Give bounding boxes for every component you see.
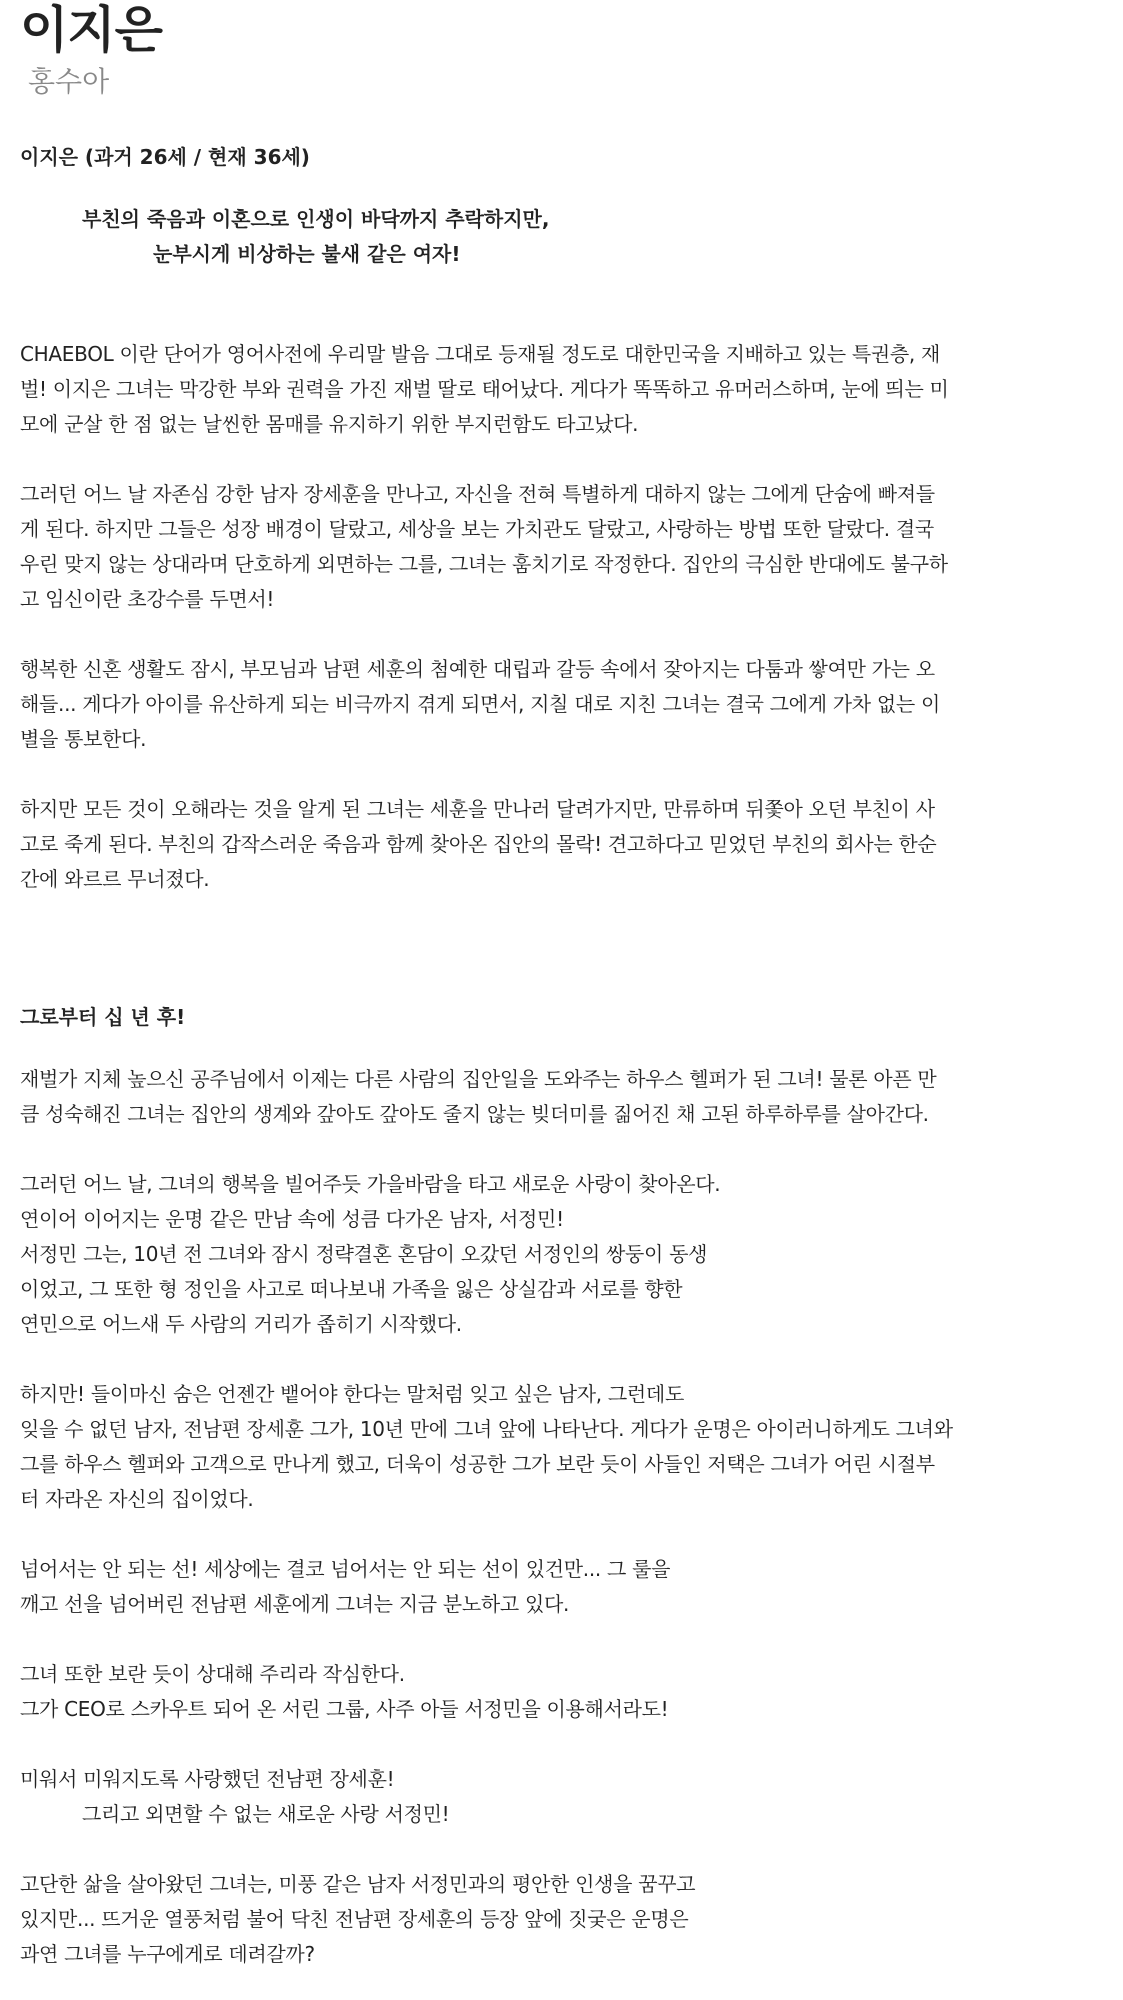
text-line: 이었고, 그 또한 형 정인을 사고로 떠나보내 가족을 잃은 상실감과 서로를 향한	[20, 1277, 683, 1301]
text-line: 그녀 또한 보란 듯이 상대해 주리라 작심한다.	[20, 1662, 405, 1686]
present-paragraph-5	[20, 1657, 1103, 1727]
past-paragraph-4	[20, 792, 1103, 897]
tagline-line-1: 부친의 죽음과 이혼으로 인생이 바닥까지 추락하지만,	[82, 207, 550, 231]
text-line: 그를 하우스 헬퍼와 고객으로 만나게 했고, 더욱이 성공한 그가 보란 듯이 사들인 저택은 그녀가 어린 시절부	[20, 1452, 935, 1476]
text-line: 있지만... 뜨거운 열풍처럼 불어 닥친 전남편 장세훈의 등장 앞에 짓궂은 운명은	[20, 1907, 689, 1931]
text-line: 그러던 어느 날 자존심 강한 남자 장세훈을 만나고, 자신을 전혀 특별하게 대하지 않는 그에게 단숨에 빠져들	[20, 482, 935, 506]
text-line: 하지만! 들이마신 숨은 언젠간 뱉어야 한다는 말처럼 잊고 싶은 남자, 그런데도	[20, 1382, 684, 1406]
present-paragraph-2	[20, 1167, 1103, 1342]
text-line: 게 된다. 하지만 그들은 성장 배경이 달랐고, 세상을 보는 가치관도 달랐고, 사랑하는 방법 또한 달랐다. 결국	[20, 517, 934, 541]
character-name-title: 이지은	[20, 1, 162, 59]
character-age-heading: 이지은 (과거 26세 / 현재 36세)	[20, 145, 310, 169]
text-line: 연민으로 어느새 두 사람의 거리가 좁히기 시작했다.	[20, 1312, 462, 1336]
text-line: 과연 그녀를 누구에게로 데려갈까?	[20, 1942, 315, 1966]
text-line: 잊을 수 없던 남자, 전남편 장세훈 그가, 10년 만에 그녀 앞에 나타난다. 게다가 운명은 아이러니하게도 그녀와	[20, 1417, 953, 1441]
text-line-indented: 그리고 외면할 수 없는 새로운 사랑 서정민!	[82, 1802, 450, 1826]
present-paragraph-3	[20, 1377, 1103, 1517]
present-paragraph-1	[20, 1062, 1103, 1132]
text-line: 고단한 삶을 살아왔던 그녀는, 미풍 같은 남자 서정민과의 평안한 인생을 꿈꾸고	[20, 1872, 696, 1896]
text-line: 벌! 이지은 그녀는 막강한 부와 권력을 가진 재벌 딸로 태어났다. 게다가 똑똑하고 유머러스하며, 눈에 띄는 미	[20, 377, 949, 401]
text-line: 그러던 어느 날, 그녀의 행복을 빌어주듯 가을바람을 타고 새로운 사랑이 찾아온다.	[20, 1172, 721, 1196]
present-paragraph-7	[20, 1867, 1103, 1972]
present-paragraph-4	[20, 1552, 1103, 1622]
past-paragraph-1	[20, 337, 1103, 442]
text-line: 행복한 신혼 생활도 잠시, 부모님과 남편 세훈의 첨예한 대립과 갈등 속에서 잦아지는 다툼과 쌓여만 가는 오	[20, 657, 935, 681]
text-line: 간에 와르르 무너졌다.	[20, 867, 210, 891]
text-line: 그가 CEO로 스카우트 되어 온 서린 그룹, 사주 아들 서정민을 이용해서라도!	[20, 1697, 669, 1721]
character-tagline	[20, 202, 1103, 272]
text-line: 고로 죽게 된다. 부친의 갑작스러운 죽음과 함께 찾아온 집안의 몰락! 견고하다고 믿었던 부친의 회사는 한순	[20, 832, 937, 856]
text-line: 깨고 선을 넘어버린 전남편 세훈에게 그녀는 지금 분노하고 있다.	[20, 1592, 570, 1616]
text-line: 터 자라온 자신의 집이었다.	[20, 1487, 254, 1511]
text-line: 재벌가 지체 높으신 공주님에서 이제는 다른 사람의 집안일을 도와주는 하우스 헬퍼가 된 그녀! 물론 아픈 만	[20, 1067, 937, 1091]
actor-name: 홍수아	[28, 65, 110, 98]
text-line: 서정민 그는, 10년 전 그녀와 잠시 정략결혼 혼담이 오갔던 서정인의 쌍둥이 동생	[20, 1242, 708, 1266]
ten-years-later-heading: 그로부터 십 년 후!	[20, 1005, 186, 1029]
text-line: 큼 성숙해진 그녀는 집안의 생계와 갚아도 갚아도 줄지 않는 빚더미를 짊어진 채 고된 하루하루를 살아간다.	[20, 1102, 929, 1126]
text-line: 해들... 게다가 아이를 유산하게 되는 비극까지 겪게 되면서, 지칠 대로 지친 그녀는 결국 그에게 가차 없는 이	[20, 692, 940, 716]
text-line: 고 임신이란 초강수를 두면서!	[20, 587, 275, 611]
past-paragraph-3	[20, 652, 1103, 757]
text-line: 넘어서는 안 되는 선! 세상에는 결코 넘어서는 안 되는 선이 있건만... 그 룰을	[20, 1557, 671, 1581]
text-line: 연이어 이어지는 운명 같은 만남 속에 성큼 다가온 남자, 서정민!	[20, 1207, 564, 1231]
text-line: CHAEBOL 이란 단어가 영어사전에 우리말 발음 그대로 등재될 정도로 대한민국을 지배하고 있는 특권층, 재	[20, 342, 941, 366]
text-line: 모에 군살 한 점 없는 날씬한 몸매를 유지하기 위한 부지런함도 타고났다.	[20, 412, 639, 436]
text-line: 미워서 미워지도록 사랑했던 전남편 장세훈!	[20, 1767, 395, 1791]
text-line: 하지만 모든 것이 오해라는 것을 알게 된 그녀는 세훈을 만나러 달려가지만, 만류하며 뒤쫓아 오던 부친이 사	[20, 797, 935, 821]
text-line: 우린 맞지 않는 상대라며 단호하게 외면하는 그를, 그녀는 훔치기로 작정한다. 집안의 극심한 반대에도 불구하	[20, 552, 948, 576]
text-line: 별을 통보한다.	[20, 727, 147, 751]
present-paragraph-6	[20, 1762, 1103, 1832]
tagline-line-2: 눈부시게 비상하는 불새 같은 여자!	[153, 242, 461, 266]
past-paragraph-2	[20, 477, 1103, 617]
